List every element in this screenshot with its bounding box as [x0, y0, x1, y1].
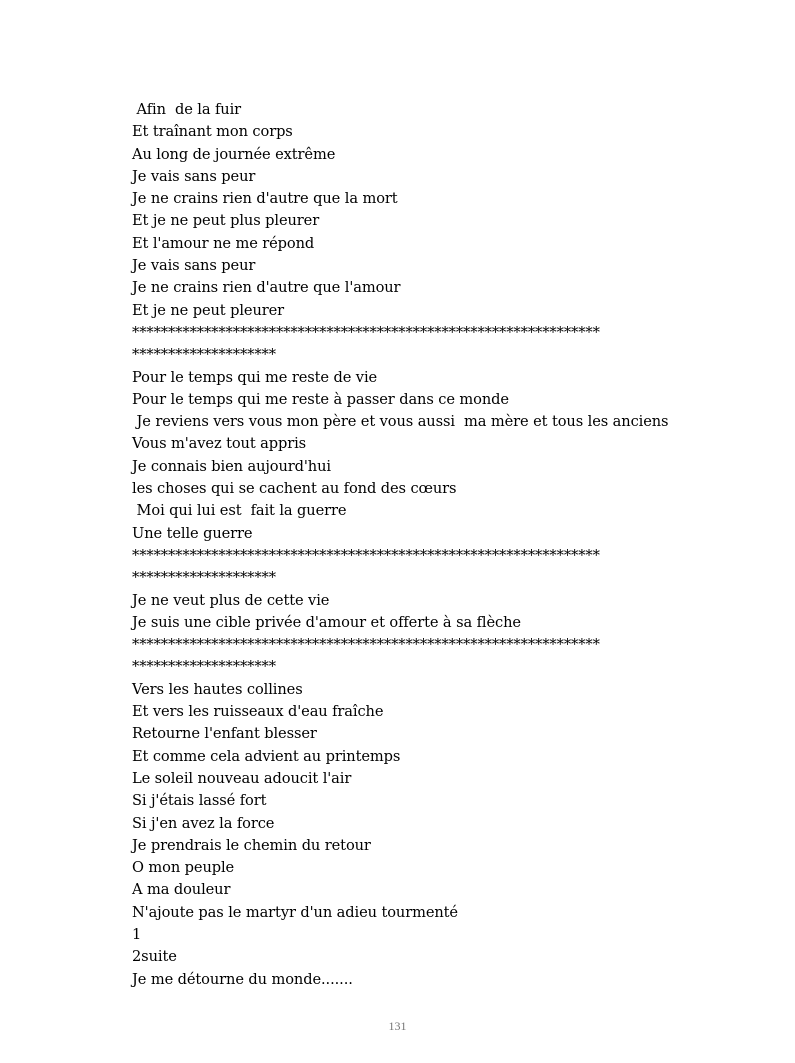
- text-line: les choses qui se cachent au fond des cœurs: [132, 480, 457, 498]
- text-line: Je suis une cible privée d'amour et offerte à sa flèche: [132, 613, 521, 631]
- text-line: Et comme cela advient au printemps: [132, 747, 401, 765]
- poem-text: [132, 99, 692, 991]
- separator-line: ********************: [132, 346, 276, 364]
- text-line: Je vais sans peur: [132, 167, 256, 185]
- text-line: A ma douleur: [132, 881, 231, 899]
- text-line: Et je ne peut plus pleurer: [132, 212, 320, 230]
- separator-line: *****************************************************************: [132, 546, 600, 564]
- text-line: O mon peuple: [132, 859, 235, 877]
- text-line: Je me détourne du monde.......: [132, 970, 353, 988]
- text-line: Et vers les ruisseaux d'eau fraîche: [132, 703, 384, 721]
- text-line: Afin de la fuir: [132, 101, 242, 118]
- text-line: Le soleil nouveau adoucit l'air: [132, 769, 352, 787]
- separator-line: *****************************************************************: [132, 323, 600, 341]
- text-line: Vous m'avez tout appris: [132, 435, 307, 453]
- text-line: Et traînant mon corps: [132, 123, 293, 141]
- separator-line: ********************: [132, 658, 276, 676]
- text-line: Je reviens vers vous mon père et vous aussi ma mère et tous les anciens: [132, 413, 669, 431]
- text-line: Retourne l'enfant blesser: [132, 725, 317, 743]
- text-line: Pour le temps qui me reste à passer dans ce monde: [132, 390, 509, 408]
- text-line: Et l'amour ne me répond: [132, 234, 315, 252]
- separator-line: ********************: [132, 569, 276, 587]
- separator-line: *****************************************************************: [132, 636, 600, 654]
- text-line: Pour le temps qui me reste de vie: [132, 368, 378, 386]
- page-number: 131: [388, 1019, 407, 1033]
- text-line: Si j'étais lassé fort: [132, 792, 267, 810]
- text-line: Vers les hautes collines: [132, 680, 303, 698]
- text-line: N'ajoute pas le martyr d'un adieu tourmenté: [132, 903, 458, 921]
- text-line: Je connais bien aujourd'hui: [132, 457, 331, 475]
- text-line: Je ne veut plus de cette vie: [132, 591, 330, 609]
- text-line: Au long de journée extrême: [132, 145, 336, 163]
- text-line: Je prendrais le chemin du retour: [132, 836, 371, 854]
- text-line: Je ne crains rien d'autre que la mort: [132, 190, 398, 208]
- text-line: 1: [132, 925, 142, 943]
- text-line: Une telle guerre: [132, 524, 253, 542]
- text-line: Moi qui lui est fait la guerre: [132, 502, 347, 520]
- text-line: Je ne crains rien d'autre que l'amour: [132, 279, 401, 297]
- text-line: 2suite: [132, 948, 177, 966]
- text-line: Si j'en avez la force: [132, 814, 275, 832]
- text-line: Et je ne peut pleurer: [132, 301, 285, 319]
- text-line: Je vais sans peur: [132, 257, 256, 275]
